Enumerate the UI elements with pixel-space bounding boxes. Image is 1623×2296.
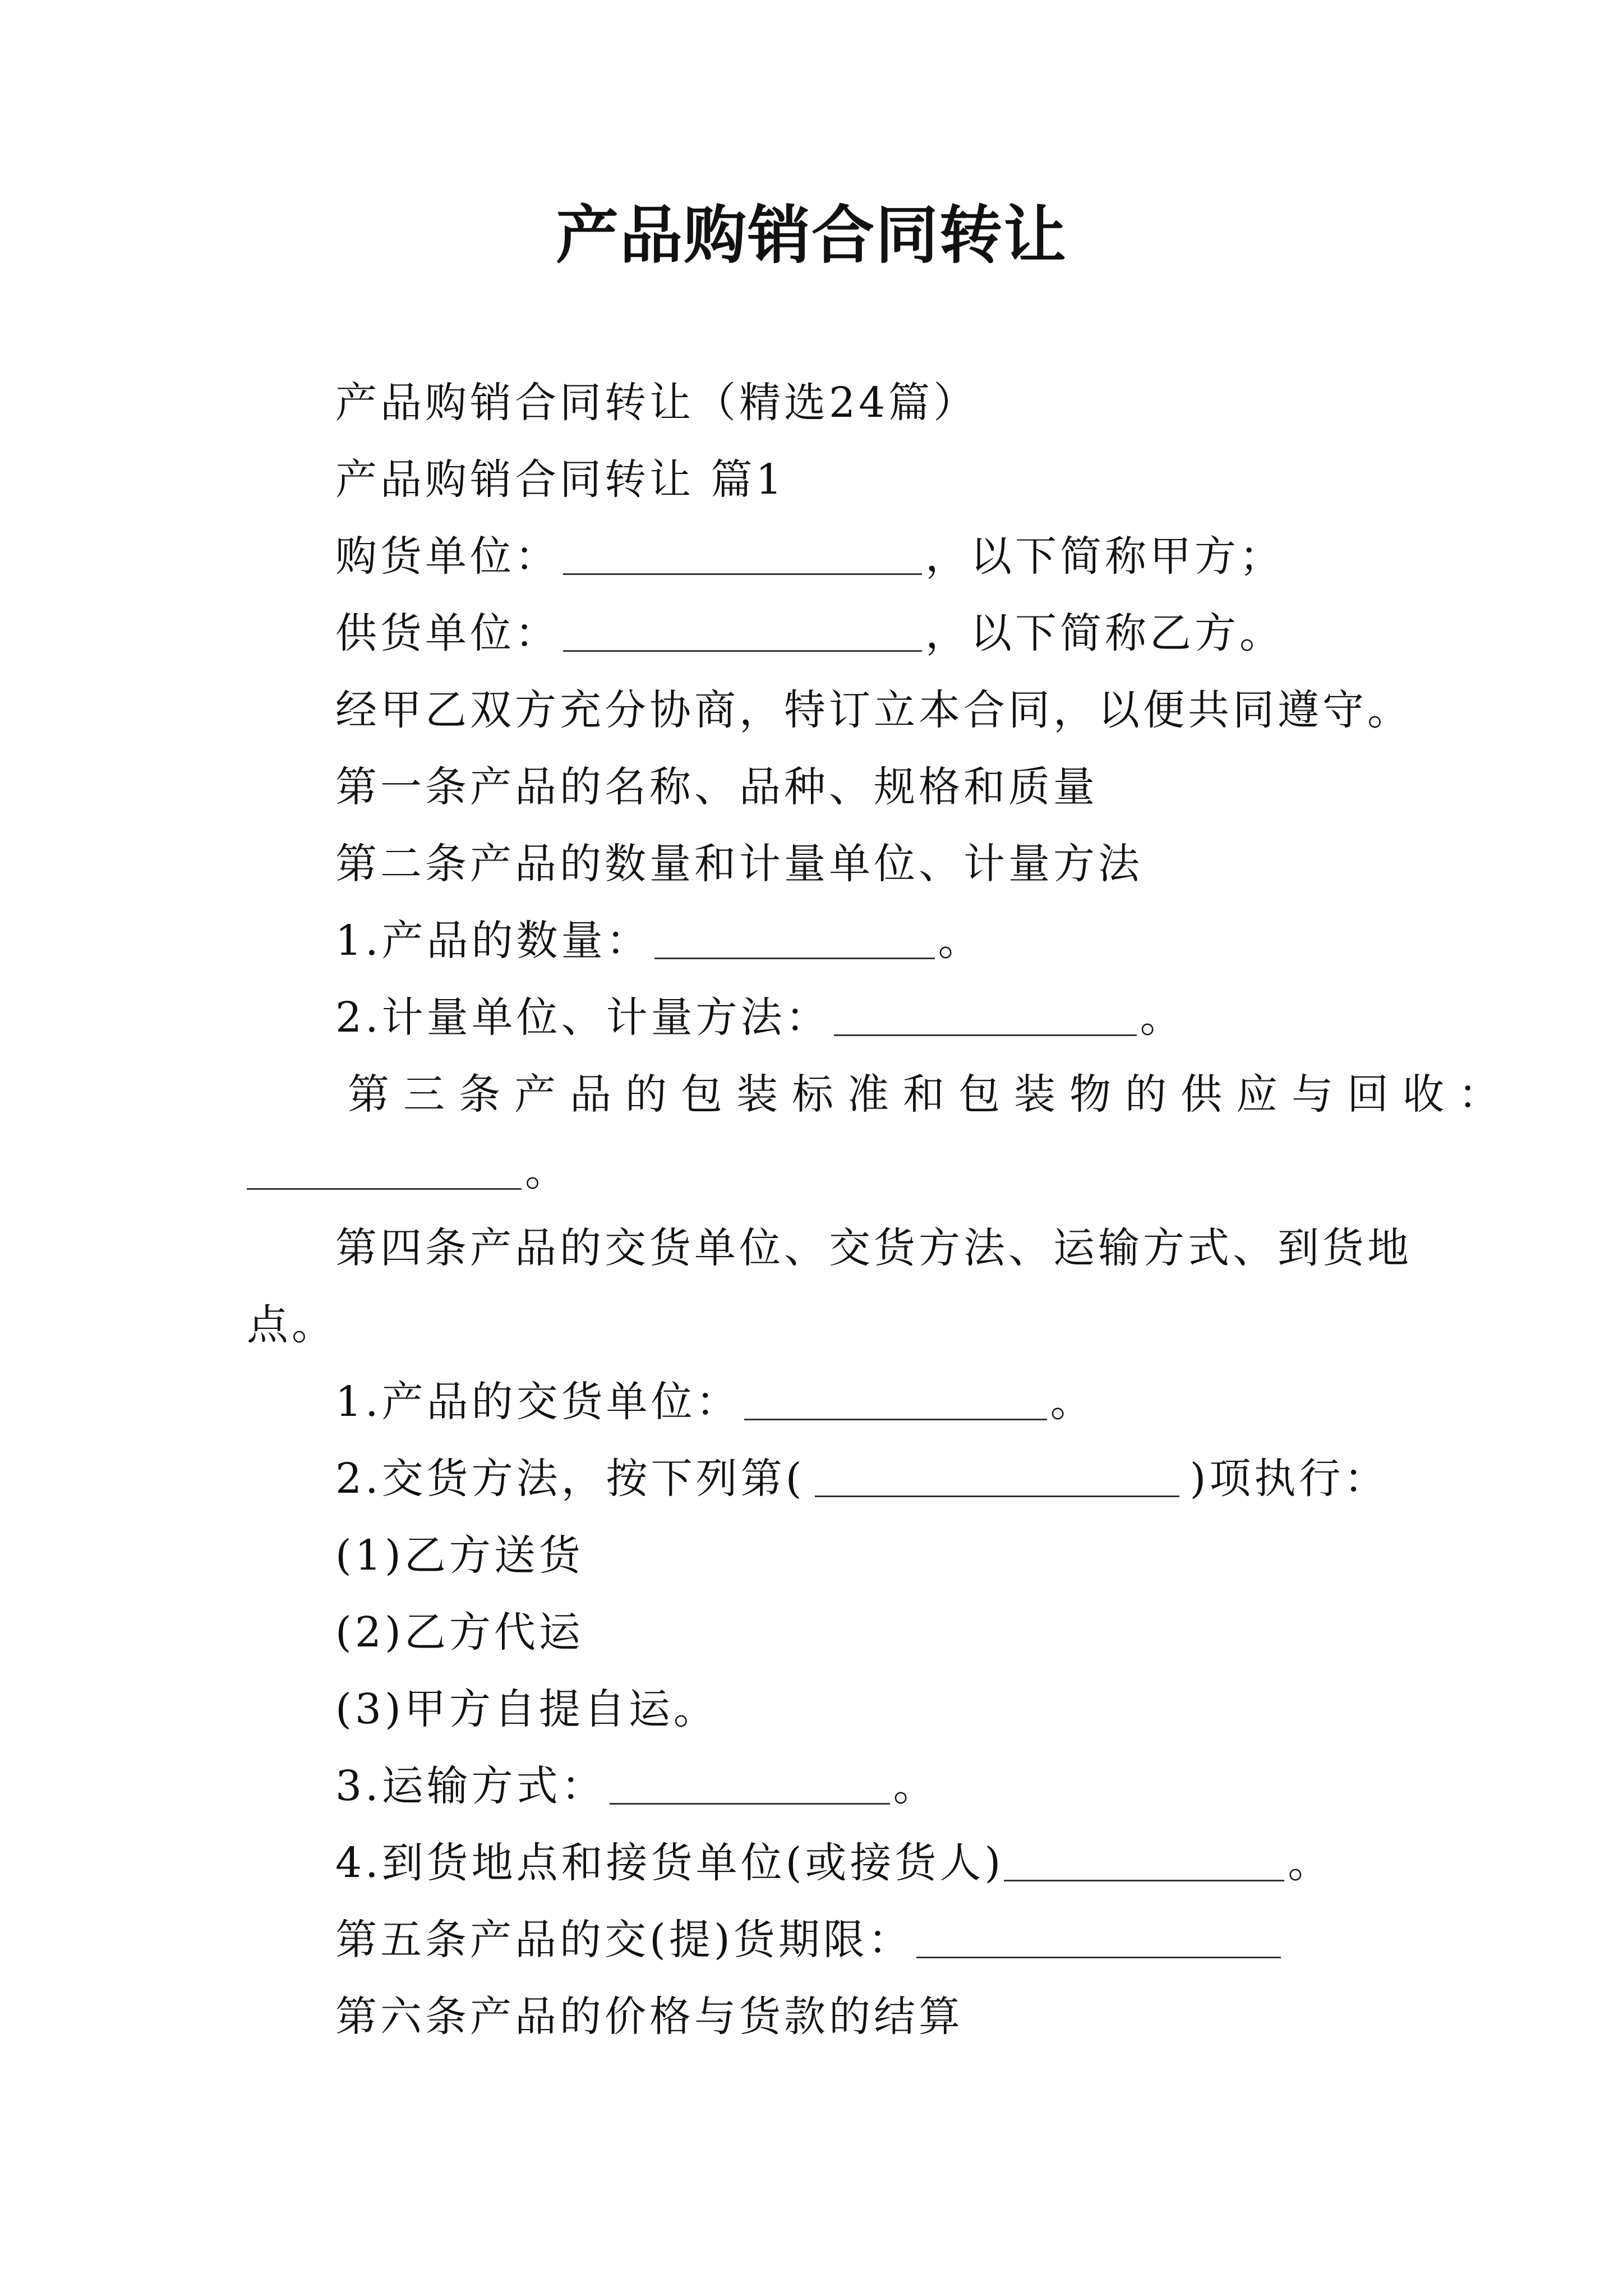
delivery-term-line: 第五条产品的交(提)货期限： [335,1912,1284,1968]
paragraph-line: 经甲乙双方充分协商，特订立本合同，以便共同遵守。 [335,686,1412,734]
option-item: (3)甲方自提自运。 [335,1685,718,1733]
article-heading: 第四条产品的交货单位、交货方法、运输方式、到货地 [335,1224,1412,1272]
delivery-method-blank[interactable] [815,1458,1179,1497]
article-heading: 第一条产品的名称、品种、规格和质量 [335,763,1098,811]
supplier-blank[interactable] [563,613,922,652]
quantity-blank[interactable] [654,921,935,959]
buyer-blank[interactable] [563,536,922,575]
paragraph-line: 点。 [247,1301,336,1349]
packaging-line: 。 [247,1143,570,1199]
transport-line: 3.运输方式： 。 [335,1762,938,1810]
article-heading: 第六条产品的价格与货款的结算 [335,1993,963,2041]
delivery-unit-blank[interactable] [744,1382,1047,1420]
document-title: 产品购销合同转让 [556,199,1067,272]
delivery-unit-line: 1.产品的交货单位： 。 [335,1378,1095,1426]
supplier-line: 供货单位： ，以下简称乙方。 [335,609,1284,657]
option-item: (1)乙方送货 [335,1531,584,1580]
delivery-method-line: 2.交货方法，按下列第( )项执行： [335,1455,1389,1503]
measure-line: 2.计量单位、计量方法： 。 [335,993,1185,1042]
article-heading: 第三条产品的包装标准和包装物的供应与回收： [348,1070,1514,1119]
quantity-line: 1.产品的数量： 。 [335,917,983,965]
section-heading: 产品购销合同转让 篇1 [335,455,786,504]
subtitle-line: 产品购销合同转让（精选24篇） [335,379,979,427]
buyer-line: 购货单位： ，以下简称甲方； [335,532,1284,581]
packaging-blank[interactable] [247,1151,522,1190]
measure-blank[interactable] [834,997,1137,1036]
transport-blank[interactable] [610,1766,890,1805]
article-heading: 第二条产品的数量和计量单位、计量方法 [335,840,1143,888]
destination-line: 4.到货地点和接货单位(或接货人) 。 [335,1839,1333,1887]
option-item: (2)乙方代运 [335,1608,584,1657]
destination-blank[interactable] [1004,1843,1284,1881]
delivery-term-blank[interactable] [916,1920,1281,1958]
